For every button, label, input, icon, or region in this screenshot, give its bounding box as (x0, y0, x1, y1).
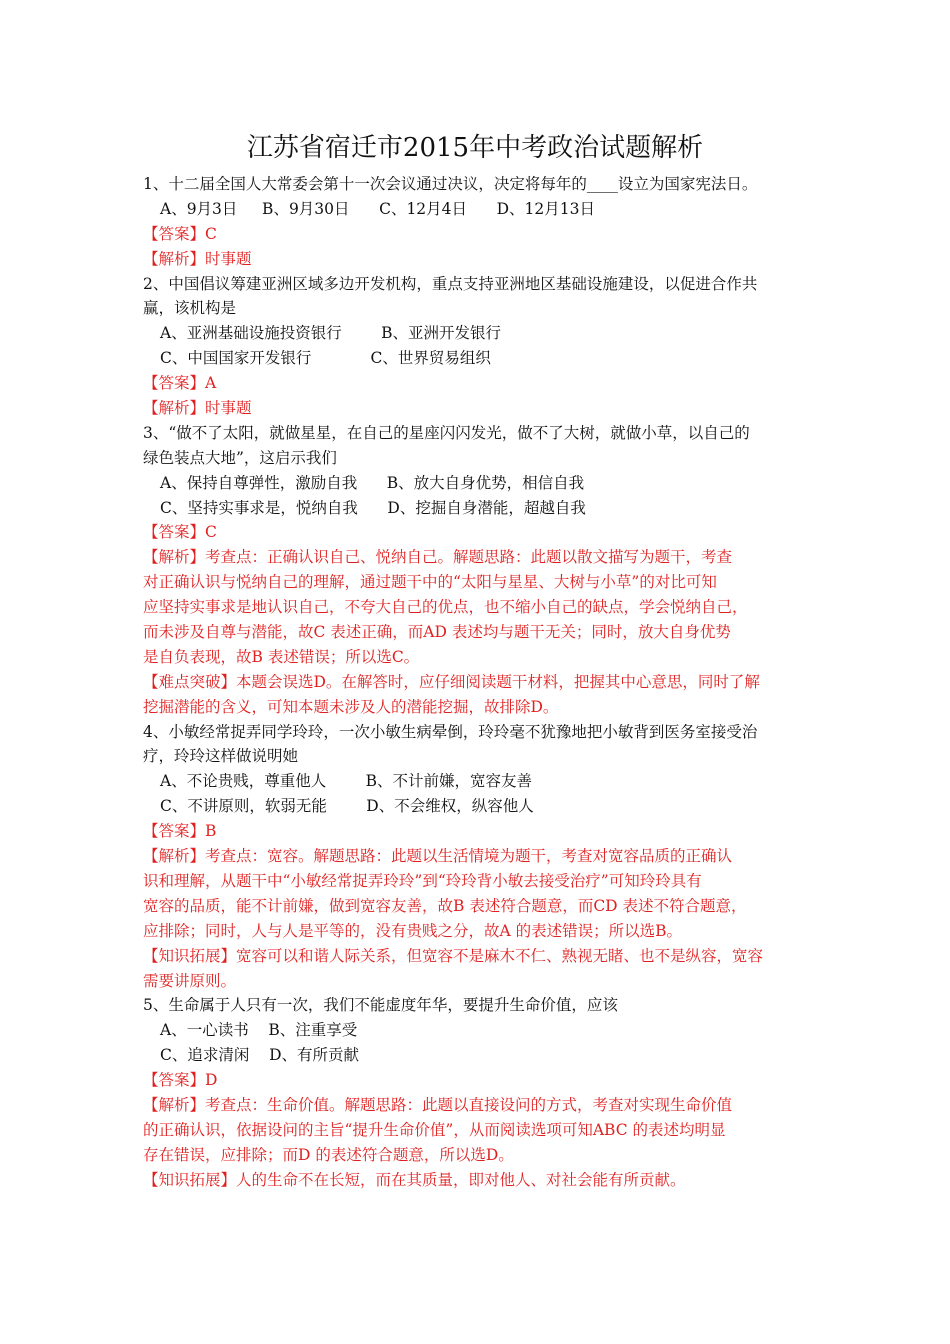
q4-analysis-line3: 宽容的品质，能不计前嫌，做到宽容友善，故B 表述符合题意，而CD 表述不符合题意， (143, 896, 747, 915)
page-title: 江苏省宿迁市2015年中考政治试题解析 (246, 133, 704, 163)
q3-analysis-line2: 对正确认识与悦纳自己的理解，通过题干中的“太阳与星星、大树与小草”的对比可知 (143, 573, 717, 592)
q5-analysis-line3: 存在错误，应排除；而D 的表述符合题意，所以选D。 (143, 1145, 514, 1164)
q4-extension-line2: 需要讲原则。 (143, 971, 237, 990)
q1-analysis: 【解析】时事题 (143, 249, 252, 268)
q5-extension: 【知识拓展】人的生命不在长短，而在其质量，即对他人、对社会能有所贡献。 (143, 1170, 686, 1189)
q2-answer: 【答案】A (143, 374, 217, 393)
document-body (143, 172, 815, 1193)
q3-options-line2: C、坚持实事求是，悦纳自我 D、挖掘自身潜能，超越自我 (160, 498, 586, 517)
q2-options-line1: A、亚洲基础设施投资银行 B、亚洲开发银行 (160, 324, 502, 343)
q2-options-line2: C、中国国家开发银行 C、世界贸易组织 (160, 349, 491, 368)
q3-difficulty-line2: 挖掘潜能的含义，可知本题未涉及人的潜能挖掘，故排除D。 (143, 697, 559, 716)
q1-answer: 【答案】C (143, 224, 217, 243)
q2-stem-line1: 2、中国倡议筹建亚洲区域多边开发机构，重点支持亚洲地区基础设施建设，以促进合作共 (143, 274, 758, 293)
q2-analysis: 【解析】时事题 (143, 399, 252, 418)
q3-analysis-line3: 应坚持实事求是地认识自己，不夸大自己的优点，也不缩小自己的缺点，学会悦纳自己， (143, 598, 748, 617)
q1-options: A、9月3日 B、9月30日 C、12月4日 D、12月13日 (160, 199, 595, 218)
q5-analysis-line1: 【解析】考查点：生命价值。解题思路：此题以直接设问的方式，考查对实现生命价值 (143, 1095, 733, 1114)
q5-answer: 【答案】D (143, 1071, 218, 1090)
q3-stem-line1: 3、“做不了太阳，就做星星，在自己的星座闪闪发光，做不了大树，就做小草，以自己的 (143, 423, 750, 442)
q1-stem: 1、十二届全国人大常委会第十一次会议通过决议，决定将每年的____设立为国家宪法日。 (143, 175, 758, 193)
q5-analysis-line2: 的正确认识，依据设问的主旨“提升生命价值”，从而阅读选项可知ABC 的表述均明显 (143, 1120, 726, 1139)
q3-analysis-line4: 而未涉及自尊与潜能，故C 表述正确，而AD 表述均与题干无关；同时，放大自身优势 (143, 623, 731, 642)
q4-extension-line1: 【知识拓展】宽容可以和谐人际关系，但宽容不是麻木不仁、熟视无睹、也不是纵容，宽容 (143, 946, 764, 965)
q4-options-line2: C、不讲原则，软弱无能 D、不会维权，纵容他人 (160, 797, 534, 816)
q3-analysis-line1: 【解析】考查点：正确认识自己、悦纳自己。解题思路：此题以散文描写为题干，考查 (143, 548, 733, 567)
q5-options-line1: A、一心读书 B、注重享受 (160, 1021, 358, 1040)
q2-stem-line2: 赢，该机构是 (143, 299, 237, 318)
q3-difficulty-line1: 【难点突破】本题会误选D。在解答时，应仔细阅读题干材料，把握其中心意思，同时了解 (143, 672, 760, 691)
q3-options-line1: A、保持自尊弹性，激励自我 B、放大自身优势，相信自我 (160, 473, 585, 492)
q3-analysis-line5: 是自负表现，故B 表述错误；所以选C。 (143, 647, 420, 666)
q4-analysis-line4: 应排除；同时，人与人是平等的，没有贵贱之分，故A 的表述错误；所以选B。 (143, 921, 683, 940)
q4-options-line1: A、不论贵贱，尊重他人 B、不计前嫌，宽容友善 (160, 772, 533, 791)
q4-analysis-line1: 【解析】考查点：宽容。解题思路：此题以生活情境为题干，考查对宽容品质的正确认 (143, 847, 733, 866)
q4-answer: 【答案】B (143, 822, 217, 841)
q3-answer: 【答案】C (143, 523, 217, 542)
q5-options-line2: C、追求清闲 D、有所贡献 (160, 1046, 359, 1065)
q4-analysis-line2: 识和理解，从题干中“小敏经常捉弄玲玲”到“玲玲背小敏去接受治疗”可知玲玲具有 (143, 871, 702, 890)
q4-stem-line2: 疗，玲玲这样做说明她 (143, 747, 299, 766)
q4-stem-line1: 4、小敏经常捉弄同学玲玲，一次小敏生病晕倒，玲玲毫不犹豫地把小敏背到医务室接受治 (143, 722, 758, 741)
q5-stem: 5、生命属于人只有一次，我们不能虚度年华，要提升生命价值，应该 (143, 996, 618, 1015)
q3-stem-line2: 绿色装点大地”，这启示我们 (143, 448, 337, 467)
